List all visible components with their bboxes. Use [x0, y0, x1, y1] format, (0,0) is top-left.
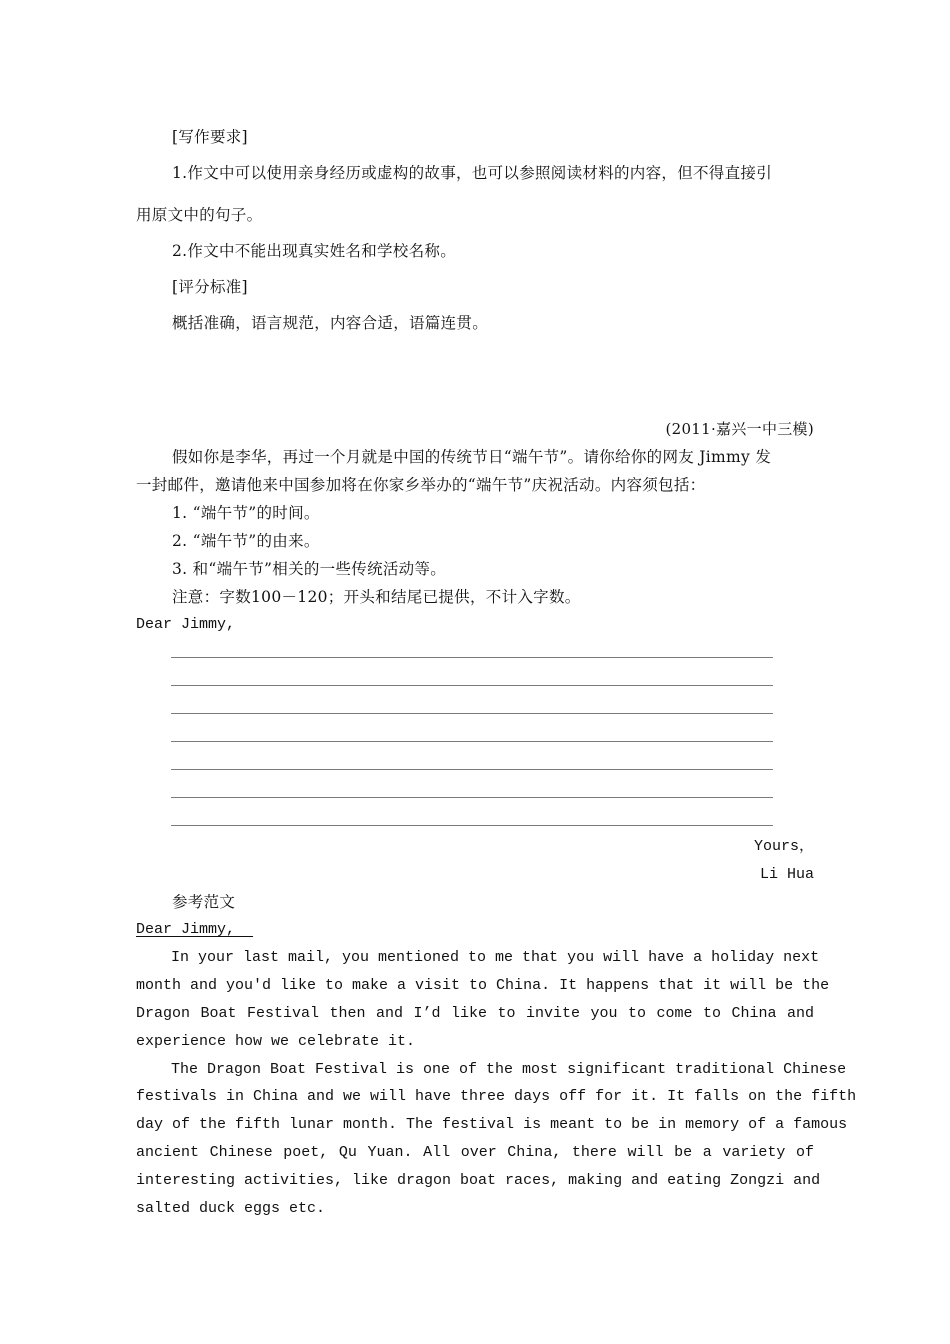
writing-line: [171, 741, 773, 742]
writing-line: [171, 657, 773, 658]
essay-p2-line-4: ancient Chinese poet, Qu Yuan. All over China, there will be a variety of: [136, 1144, 814, 1161]
prompt-line-1: 假如你是李华，再过一个月就是中国的传统节日“端午节”。请你给你的网友 Jimmy 发: [172, 448, 772, 466]
writing-line: [171, 825, 773, 826]
essay-p1-line-1: In your last mail, you mentioned to me that you will have a holiday next: [171, 949, 820, 966]
requirements-heading: [写作要求]: [172, 128, 248, 146]
essay-p2-line-1: The Dragon Boat Festival is one of the most significant traditional Chinese: [171, 1061, 847, 1078]
requirement-2: 2.作文中不能出现真实姓名和学校名称。: [172, 242, 456, 260]
essay-p1-line-3: Dragon Boat Festival then and I’d like to invite you to come to China and: [136, 1005, 814, 1022]
prompt-line-2: 一封邮件，邀请他来中国参加将在你家乡举办的“端午节”庆祝活动。内容须包括：: [136, 476, 706, 494]
essay-p1-line-2: month and you'd like to make a visit to China. It happens that it will be the: [136, 977, 830, 994]
writing-line: [171, 685, 773, 686]
scoring-text: 概括准确，语言规范，内容合适，语篇连贯。: [172, 314, 489, 332]
source-note: (2011·嘉兴一中三模): [665, 420, 814, 438]
essay-p2-line-3: day of the fifth lunar month. The festival is meant to be in memory of a famous: [136, 1116, 848, 1133]
model-essay-heading: 参考范文: [172, 893, 236, 911]
letter-signature: Li Hua: [759, 866, 814, 883]
letter-closing: Yours，: [753, 838, 814, 855]
essay-p2-line-6: salted duck eggs etc.: [136, 1200, 326, 1217]
requirement-1-line-2: 用原文中的句子。: [136, 206, 263, 224]
scoring-heading: [评分标准]: [172, 278, 248, 296]
prompt-item-1: 1. “端午节”的时间。: [172, 504, 320, 522]
writing-line: [171, 797, 773, 798]
letter-greeting: Dear Jimmy,: [136, 616, 236, 633]
essay-p2-line-2: festivals in China and we will have three days off for it. It falls on the fifth: [136, 1088, 857, 1105]
model-essay-greeting: Dear Jimmy,: [136, 921, 236, 938]
essay-p2-line-5: interesting activities, like dragon boat races, making and eating Zongzi and: [136, 1172, 821, 1189]
prompt-item-3: 3. 和“端午节”相关的一些传统活动等。: [172, 560, 447, 578]
prompt-item-2: 2. “端午节”的由来。: [172, 532, 320, 550]
prompt-note: 注意：字数100－120；开头和结尾已提供，不计入字数。: [172, 588, 581, 606]
essay-p1-line-4: experience how we celebrate it.: [136, 1033, 416, 1050]
requirement-1-line-1: 1.作文中可以使用亲身经历或虚构的故事，也可以参照阅读材料的内容，但不得直接引: [172, 164, 772, 182]
writing-line: [171, 769, 773, 770]
writing-line: [171, 713, 773, 714]
